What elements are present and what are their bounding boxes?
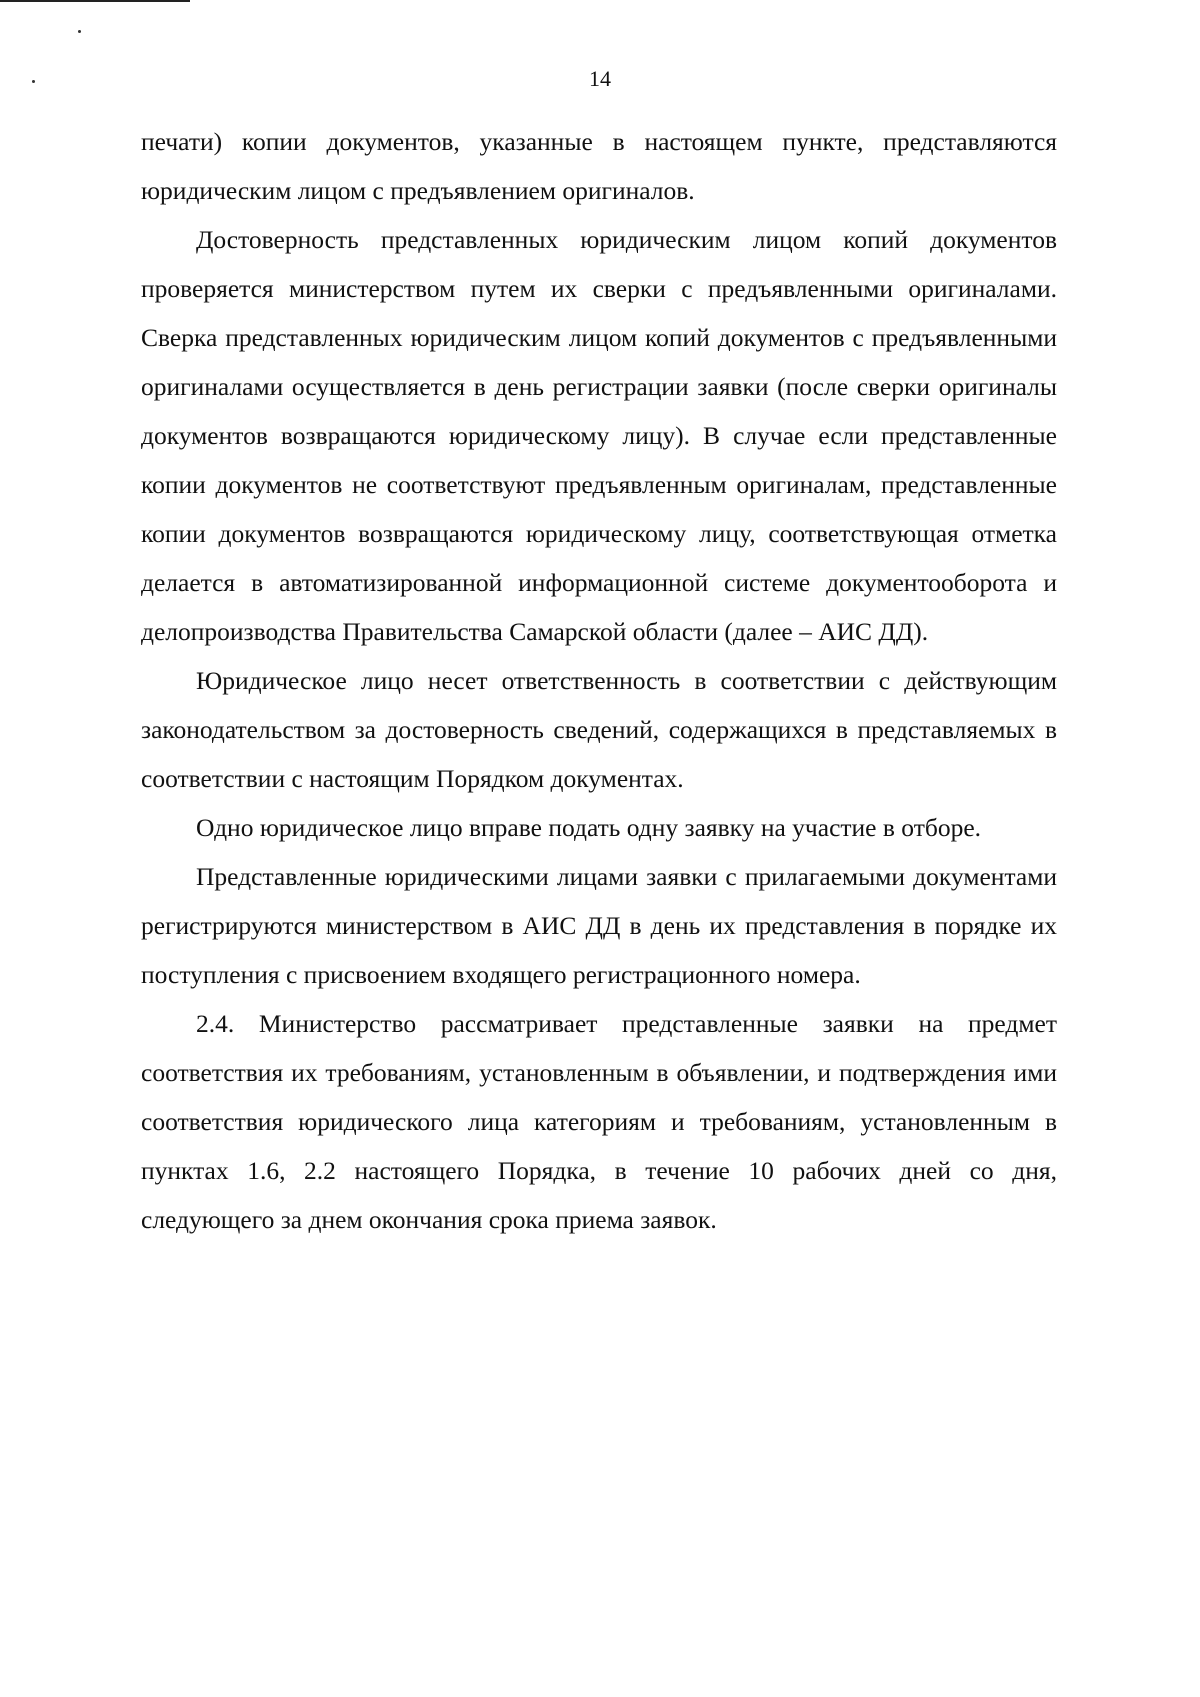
scan-edge-line <box>0 0 190 2</box>
page-number: 14 <box>589 66 611 91</box>
scan-speck <box>78 30 81 33</box>
paragraph: 2.4. Министерство рассматривает представленные заявки на предмет соответствия их требованиям, установленным в объявлении, и подтверждения ими соответствия юридического лица категориям и требованиям, установленным в пунктах 1.6, 2.2 настоящего Порядка, в течение 10 рабочих дней со дня, следующего за днем окончания срока приема заявок. <box>141 1009 1057 1234</box>
document-body <box>141 117 1057 1244</box>
paragraph: Юридическое лицо несет ответственность в соответствии с действующим законодательством за достоверность сведений, содержащихся в представляемых в соответствии с настоящим Порядком документах. <box>141 666 1057 793</box>
paragraph: Представленные юридическими лицами заявки с прилагаемыми документами регистрируются министерством в АИС ДД в день их представления в порядке их поступления с присвоением входящего регистрационного номера. <box>141 862 1057 989</box>
paragraph: Одно юридическое лицо вправе подать одну заявку на участие в отборе. <box>196 813 982 842</box>
paragraph: печати) копии документов, указанные в настоящем пункте, представляются юридическим лицом с предъявлением оригиналов. <box>141 127 1057 205</box>
paragraph: Достоверность представленных юридическим лицом копий документов проверяется министерством путем их сверки с предъявленными оригиналами. Сверка представленных юридическим лицом копий документов с предъявленными оригиналами осуществляется в день регистрации заявки (после сверки оригиналы документов возвращаются юридическому лицу). В случае если представленные копии документов не соответствуют предъявленным оригиналам, представленные копии документов возвращаются юридическому лицу, соответствующая отметка делается в автоматизированной информационной системе документооборота и делопроизводства Правительства Самарской области (далее – АИС ДД). <box>141 225 1057 646</box>
